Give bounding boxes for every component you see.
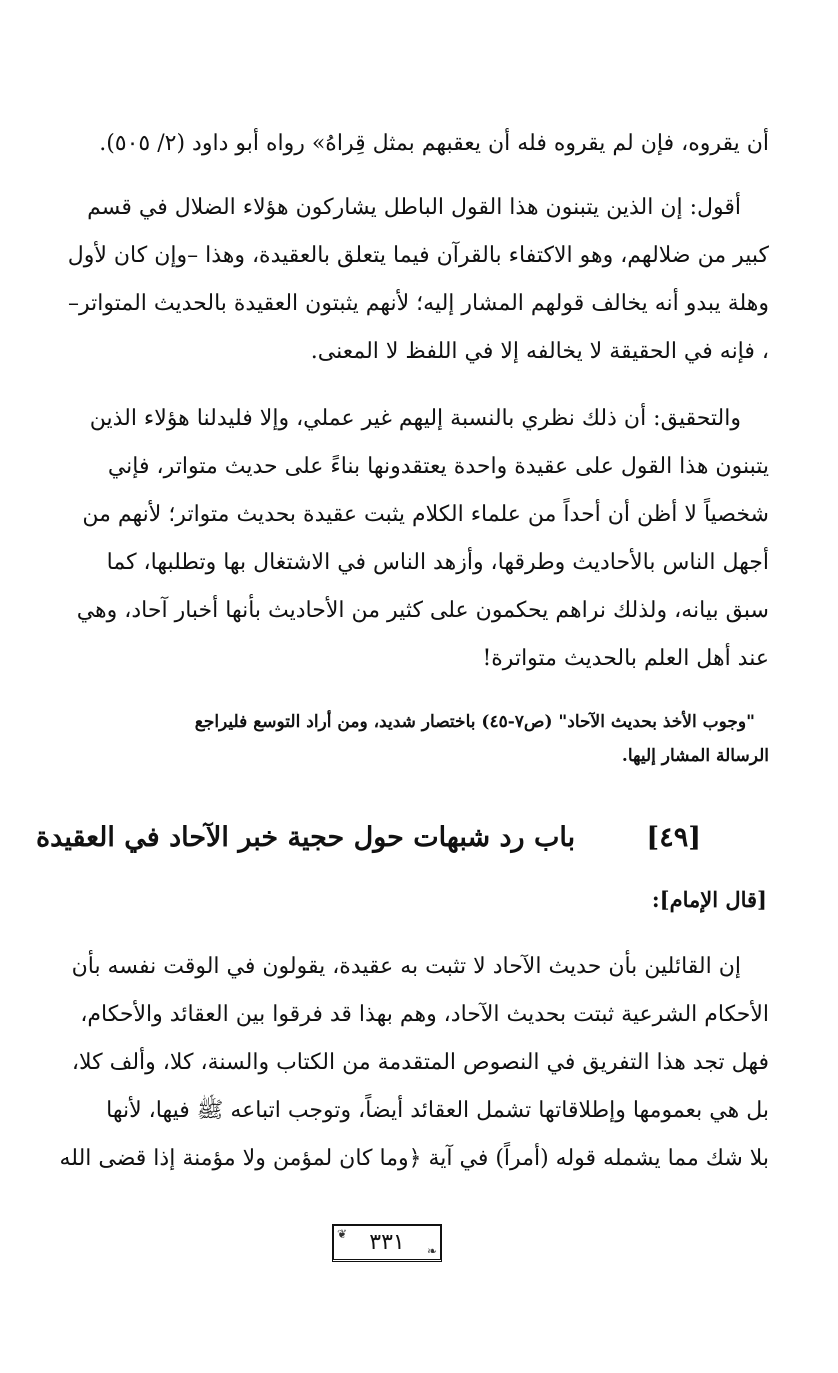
text-line: والتحقيق: أن ذلك نظري بالنسبة إليهم غير عملي، وإلا فليدلنا هؤلاء الذين <box>89 406 741 431</box>
paragraph-continuation <box>24 120 769 168</box>
text-line: أجهل الناس بالأحاديث وطرقها، وأزهد الناس في الاشتغال بها وتطلبها، كما <box>106 550 769 575</box>
text-line: سبق بيانه، ولذلك نراهم يحكمون على كثير من الأحاديث بأنها أخبار آحاد، وهي <box>76 598 769 623</box>
text-line: أن يقروه، فإن لم يقروه فله أن يعقبهم بمثل قِراهُ» رواه أبو داود (٢/ ٥٠٥). <box>99 131 769 156</box>
paragraph-tahqeeq <box>24 395 769 683</box>
ornament-icon: ❧ <box>426 1244 437 1258</box>
paragraph-imam <box>24 943 769 1183</box>
section-number: [٤٩] <box>646 822 701 853</box>
text-line: شخصياً لا أظن أن أحداً من علماء الكلام يثبت عقيدة بحديث متواتر؛ لأنهم من <box>82 502 769 527</box>
page-number-box <box>332 1224 442 1262</box>
section-title: باب رد شبهات حول حجية خبر الآحاد في العقيدة <box>36 822 576 853</box>
text-line: إن القائلين بأن حديث الآحاد لا تثبت به عقيدة، يقولون في الوقت نفسه بأن <box>71 954 741 979</box>
section-heading <box>24 813 769 863</box>
footnote-line: "وجوب الأخذ بحديث الآحاد" (ص٧-٤٥) باختصار شديد، ومن أراد التوسع فليراجع <box>194 712 755 732</box>
text-line: أقول: إن الذين يتبنون هذا القول الباطل يشاركون هؤلاء الضلال في قسم <box>87 195 741 220</box>
speaker-label-wrap <box>24 876 769 924</box>
text-line: فهل تجد هذا التفريق في النصوص المتقدمة من الكتاب والسنة، كلا، وألف كلا، <box>71 1050 769 1075</box>
page-number: ٣٣١ <box>369 1230 405 1255</box>
text-line: وهلة يبدو أنه يخالف قولهم المشار إليه؛ لأنهم يثبتون العقيدة بالحديث المتواتر– <box>68 291 769 316</box>
text-line: كبير من ضلالهم، وهو الاكتفاء بالقرآن فيما يتعلق بالعقيدة، وهذا –وإن كان لأول <box>67 243 769 268</box>
text-line: يتبنون هذا القول على عقيدة واحدة يعتقدونها بناءً على حديث متواتر، فإني <box>107 454 769 479</box>
text-line: عند أهل العلم بالحديث متواترة! <box>482 646 769 671</box>
text-line: الأحكام الشرعية ثبتت بحديث الآحاد، وهم بهذا قد فرقوا بين العقائد والأحكام، <box>80 1002 769 1027</box>
text-line: ، فإنه في الحقيقة لا يخالفه إلا في اللفظ لا المعنى. <box>310 339 769 364</box>
text-line: بل هي بعمومها وإطلاقاتها تشمل العقائد أيضاً، وتوجب اتباعه ﷺ فيها، لأنها <box>106 1098 769 1123</box>
ornament-icon: ❦ <box>337 1227 348 1241</box>
speaker-label: [قال الإمام]: <box>651 887 767 912</box>
footnote <box>24 705 769 773</box>
paragraph-aqool <box>24 184 769 376</box>
footnote-line: الرسالة المشار إليها. <box>621 746 769 766</box>
text-line: بلا شك مما يشمله قوله (أمراً) في آية ﴿وما كان لمؤمن ولا مؤمنة إذا قضى الله <box>59 1146 769 1171</box>
